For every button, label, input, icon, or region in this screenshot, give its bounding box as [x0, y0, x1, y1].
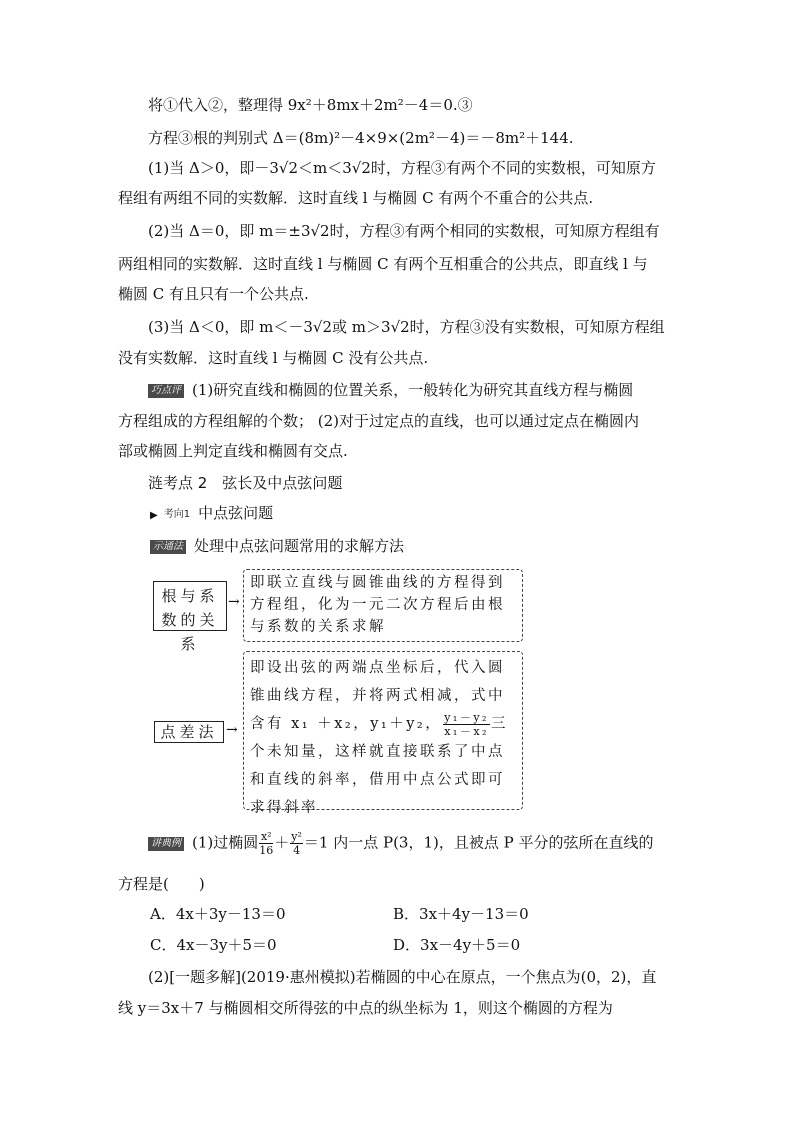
desc-part: 即设出弦的两端点坐标后，代入圆锥曲线方程，并将两式相减，式中含有 x₁: [250, 660, 505, 732]
text-line: 部或椭圆上判定直线和椭圆有交点.: [118, 442, 348, 460]
direction-heading: [150, 502, 710, 527]
desc-part: 三个未知量，这样就直接联系了中点和直线的斜率，借用中点公式即可求得斜率: [250, 716, 508, 816]
text-line: (3)当 Δ＜0，即 m＜－3√2或 m＞3√2时，方程③没有实数根，可知原方程组: [148, 318, 665, 336]
example-text: (1)过椭圆: [192, 833, 259, 852]
text-line: 方程③根的判别式 Δ＝(8m)²－4×9×(2m²－4)＝－8m²＋144.: [148, 129, 574, 147]
example-tag: 讲典例: [148, 837, 184, 851]
text-line: 方程组成的方程组解的个数； (2)对于过定点的直线，也可以通过定点在椭圆内: [118, 412, 640, 430]
ellipse-x-fraction: [259, 830, 273, 857]
ellipse-y-fraction: [290, 830, 303, 857]
comment-line: [148, 379, 708, 401]
text-line: (2)当 Δ＝0，即 m＝±3√2时，方程③有两个相同的实数根，可知原方程组有: [148, 222, 660, 240]
triangle-icon: ▶: [150, 510, 158, 521]
frac-den: 4: [293, 844, 301, 857]
method-title: 处理中点弦问题常用的求解方法: [194, 537, 405, 555]
method-heading: [150, 535, 710, 557]
text-line: (2)[一题多解](2019·惠州模拟)若椭圆的中心在原点，一个焦点为(0，2)，直: [148, 968, 657, 986]
option-b: B．3x＋4y－13＝0: [393, 905, 529, 923]
frac-den: 16: [259, 844, 274, 857]
option-d: D．3x－4y＋5＝0: [393, 936, 521, 954]
text-line: (1)当 Δ＞0，即－3√2＜m＜3√2时，方程③有两个不同的实数根，可知原方: [148, 159, 656, 177]
example-line: 讲典例 (1)过椭圆 $\frac{\text{x²}}{16}$ ＋ $\frac{\text{y²}}{4}$ ＝1 内一点 P(3，1)，且被点 P 平分的弦所在直线的: [148, 830, 708, 857]
comment-text: (1)研究直线和椭圆的位置关系，一般转化为研究其直线方程与椭圆: [192, 381, 634, 399]
text-line: 两组相同的实数解．这时直线 l 与椭圆 C 有两个互相重合的公共点，即直线 l 与: [118, 255, 648, 273]
method-desc-point-difference: [243, 651, 523, 816]
text-line: 方程是( ): [118, 875, 205, 893]
method-box-point-difference: 点差法: [154, 721, 224, 743]
option-a: A．4x＋3y－13＝0: [150, 905, 286, 923]
frac-num: y₁－y₂: [444, 710, 489, 724]
section-heading: 涟考点 2 弦长及中点弦问题: [148, 474, 343, 492]
frac-num: x²: [260, 830, 272, 843]
method-tag: 示通法: [150, 540, 186, 554]
text-line: 线 y＝3x＋7 与椭圆相交所得弦的中点的纵坐标为 1，则这个椭圆的方程为: [118, 999, 613, 1017]
example-text: ＝1 内一点 P(3，1)，且被点 P 平分的弦所在直线的: [303, 833, 654, 852]
frac-num: y²: [291, 830, 302, 843]
text-line: 程组有两组不同的实数解．这时直线 l 与椭圆 C 有两个不重合的公共点.: [118, 189, 594, 207]
text-line: 将①代入②，整理得 9x²＋8mx＋2m²－4＝0.③: [148, 96, 473, 114]
option-c: C．4x－3y＋5＝0: [150, 936, 277, 954]
frac-den: x₁－x₂: [444, 724, 489, 738]
text-line: 椭圆 C 有且只有一个公共点.: [118, 285, 309, 303]
arrow-icon: →: [228, 594, 240, 610]
direction-tag: 考向1: [163, 509, 191, 520]
method-box-roots: 根与系数的关系: [153, 581, 227, 631]
arrow-icon: →: [226, 722, 238, 738]
desc-part: ＋x₂，y₁＋y₂，: [317, 716, 443, 732]
method-desc-roots: 即联立直线与圆锥曲线的方程得到方程组，化为一元二次方程后由根与系数的关系求解: [243, 569, 523, 642]
comment-tag: 巧点评: [148, 384, 184, 398]
text-line: 没有实数解．这时直线 l 与椭圆 C 没有公共点.: [118, 349, 429, 367]
slope-fraction: [443, 711, 490, 738]
direction-title: 中点弦问题: [198, 504, 274, 522]
